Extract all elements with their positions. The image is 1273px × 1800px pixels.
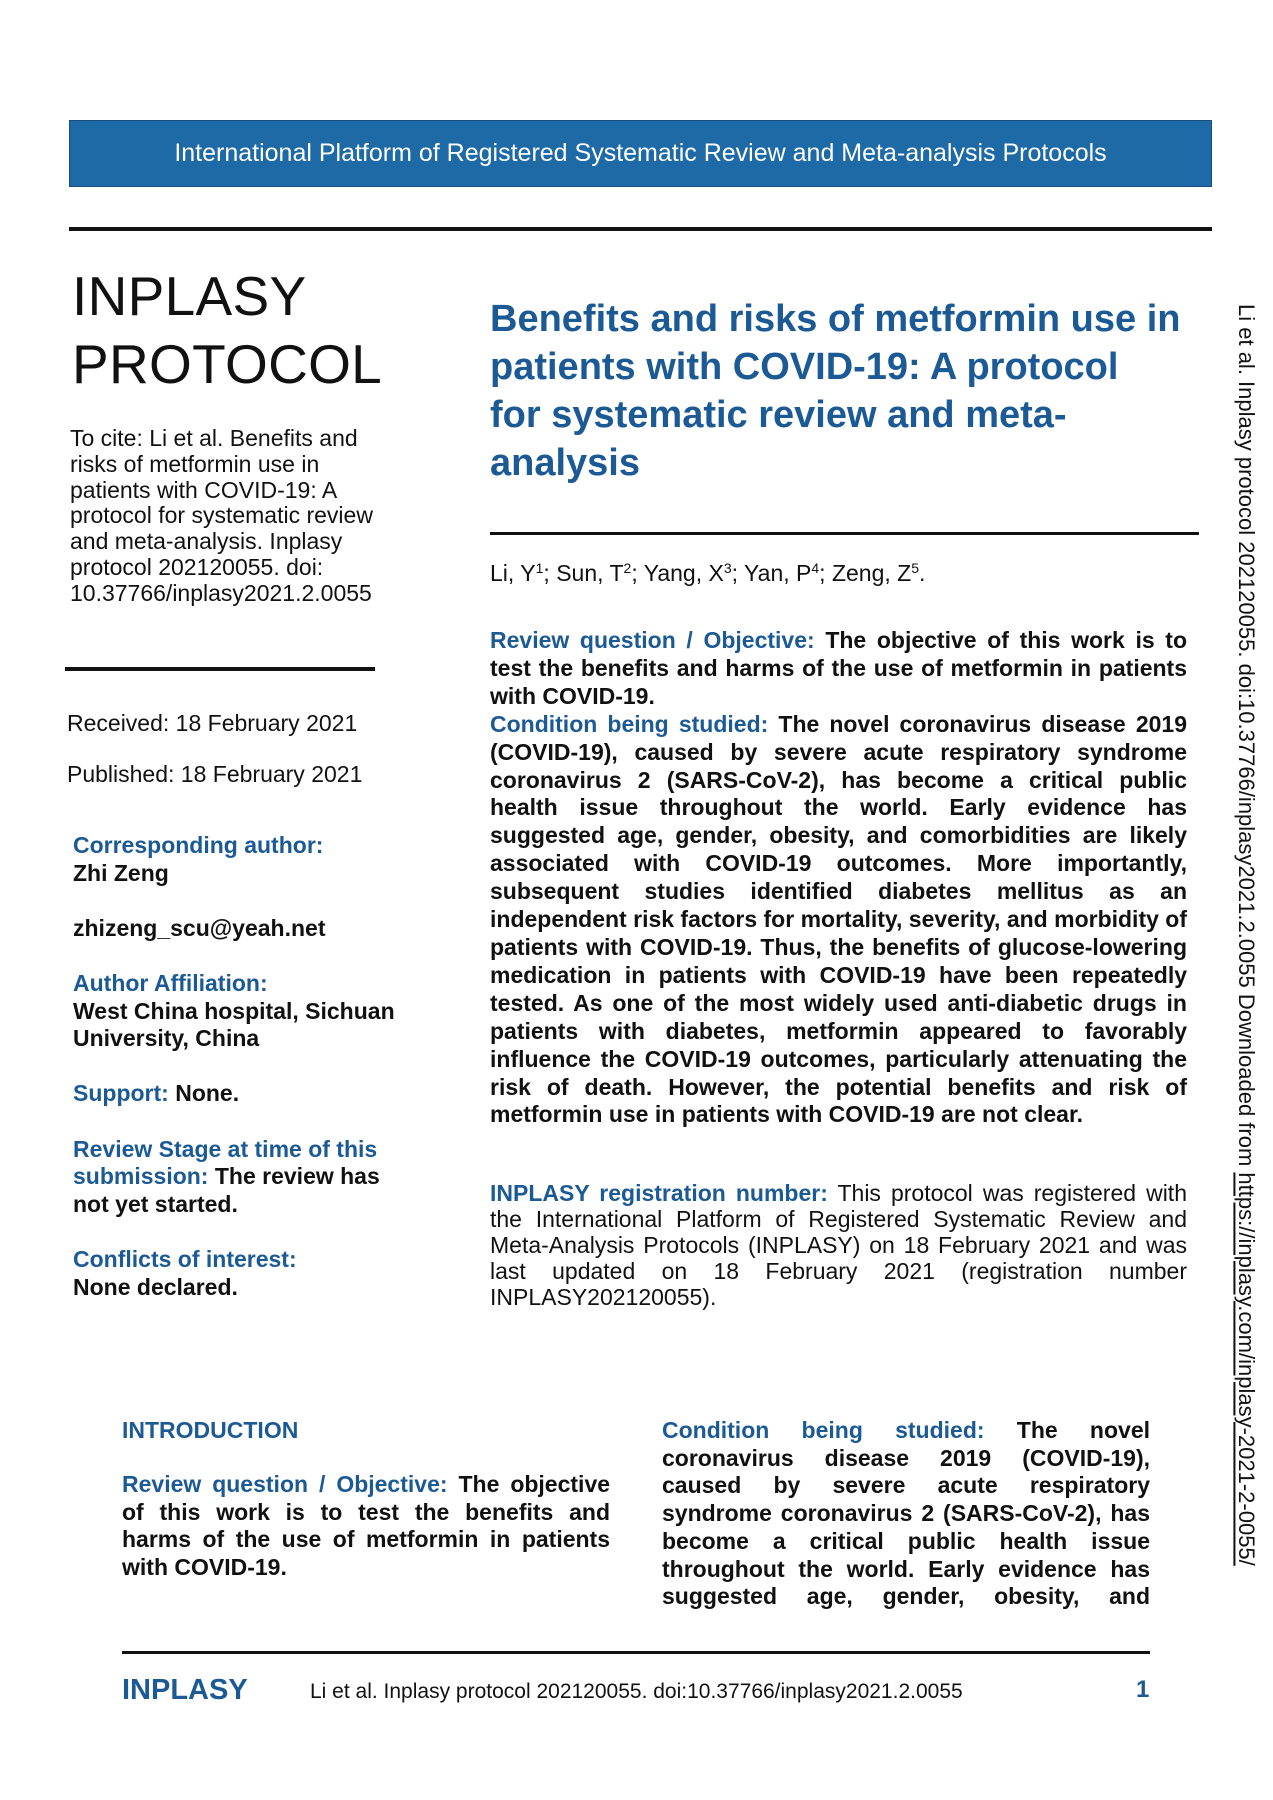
citation-line: and meta-analysis. Inplasy: [70, 528, 343, 555]
author-email: zhizeng_scu@yeah.net: [73, 914, 326, 941]
title-line: Benefits and risks of metformin use in: [490, 298, 1181, 340]
intro-review-question-label: Review question / Objective:: [122, 1471, 448, 1497]
intro-condition-label: Condition being studied:: [662, 1417, 985, 1443]
author-separator: ;: [819, 560, 826, 586]
received-date: Received: 18 February 2021: [67, 710, 358, 736]
registration-text: This protocol was registered with the International Platform of Registered Systematic Review and Meta-Analysis Protocols (INPLASY) on 18 February 2021 and was last updated on 18 February 2021 (registration number INPLASY202120055).: [490, 1180, 1187, 1310]
intro-condition: [662, 1417, 1150, 1611]
review-question-text: The objective of this work is to test the benefits and harms of the use of metformin in patients with COVID-19.: [490, 627, 1188, 709]
download-url-link[interactable]: https://inplasy.com/inplasy-2021-2-0055/: [1234, 1172, 1259, 1566]
author-separator: ;: [543, 560, 550, 586]
intro-review-question-text: The objective of this work is to test the benefits and harms of the use of metformin in patients with COVID-19.: [122, 1471, 611, 1581]
published-date: Published: 18 February 2021: [67, 761, 363, 787]
author-affiliation-label: Author Affiliation:: [73, 969, 268, 996]
intro-condition-text: The novel coronavirus disease 2019 (COVID-19), caused by severe acute respiratory syndrome coronavirus 2 (SARS-CoV-2), has become a critical public health issue throughout the world. Early evidence has suggested age, gender, obesity, and: [662, 1417, 1150, 1610]
author-name: Yang, X: [643, 560, 724, 586]
registration-label: INPLASY registration number:: [490, 1180, 828, 1207]
author-name: Yan, P: [744, 560, 812, 586]
brand-line-inplasy: INPLASY: [72, 265, 307, 327]
corresponding-author-label: Corresponding author:: [73, 832, 324, 858]
abstract-review-question: [490, 627, 1187, 711]
condition-text: The novel coronavirus disease 2019 (COVID-19), caused by severe acute respiratory syndrome coronavirus 2 (SARS-CoV-2), has become a critical public health issue throughout the world. Early evidence has suggested age, gender, obesity, and comorbidities are likely associated with COVID-19 outcomes. More importantly, subsequent studies identified diabetes mellitus as an independent risk factors for mortality, severity, and morbidity of patients with COVID-19. Thus, the benefits of glucose-lowering medication in patients with COVID-19 have been repeatedly tested. As one of the most widely used anti-diabetic drugs in patients with diabetes, metformin appeared to favorably influence the COVID-19 outcomes, particularly attenuating the risk of death. However, the potential benefits and risk of metformin use in patients with COVID-19 are not clear.: [490, 710, 1187, 1128]
platform-header-text: International Platform of Registered Systematic Review and Meta-analysis Protocols: [174, 139, 1107, 167]
title-divider: [490, 532, 1199, 535]
author-separator: ;: [731, 560, 739, 586]
abstract-column: [490, 627, 1187, 1310]
brand-line-protocol: PROTOCOL: [72, 333, 383, 395]
conflicts-of-interest: [73, 1246, 403, 1301]
review-stage-value: The review has not yet started.: [73, 1163, 380, 1217]
title-line: patients with COVID-19: A protocol: [490, 346, 1119, 388]
registration-statement: [490, 1181, 1187, 1310]
support-label: Support:: [73, 1080, 169, 1107]
intro-review-question: [122, 1471, 610, 1582]
corresponding-author: [73, 832, 403, 887]
protocol-title: [490, 295, 1180, 487]
author-separator: .: [919, 560, 926, 586]
citation-line: protocol for systematic review: [70, 502, 373, 529]
side-note-text: Li et al. Inplasy protocol 202120055. doi:10.37766/inplasy2021.2.0055 Downloaded from: [1234, 304, 1259, 1167]
protocol-metadata: [73, 832, 403, 1301]
author-list: [490, 560, 925, 587]
citation-divider: [65, 667, 375, 671]
author-name: Li, Y: [490, 560, 536, 586]
header-divider: [69, 227, 1212, 231]
citation-line: 10.37766/inplasy2021.2.0055: [70, 579, 372, 606]
review-stage: [73, 1136, 403, 1219]
citation-line: To cite: Li et al. Benefits and: [70, 425, 358, 451]
title-line: analysis: [490, 442, 640, 484]
footer-brand: INPLASY: [122, 1674, 248, 1706]
author-affiliation-number: 1: [535, 560, 544, 576]
author-separator: ;: [631, 560, 638, 586]
abstract-condition: [490, 711, 1187, 1130]
author-affiliation-number: 5: [911, 560, 919, 576]
footer-citation: Li et al. Inplasy protocol 202120055. doi:10.37766/inplasy2021.2.0055: [310, 1680, 963, 1703]
author-name: Zeng, Z: [831, 560, 912, 586]
author-affiliation-value: West China hospital, Sichuan University, China: [73, 997, 395, 1052]
citation-line: risks of metformin use in: [70, 450, 320, 477]
author-affiliation-number: 3: [723, 560, 732, 576]
author-affiliation-number: 4: [811, 560, 820, 576]
page-number: 1: [1136, 1676, 1150, 1703]
conflicts-label: Conflicts of interest:: [73, 1245, 297, 1272]
citation-line: protocol 202120055. doi:: [70, 553, 324, 580]
review-stage-label: Review Stage at time of this submission:: [73, 1135, 378, 1190]
review-question-label: Review question / Objective:: [490, 627, 815, 653]
vertical-citation-note: [1233, 304, 1259, 1566]
author-email-group: [73, 915, 403, 943]
inplasy-protocol-brand: [72, 262, 382, 398]
condition-label: Condition being studied:: [490, 710, 769, 737]
corresponding-author-name: Zhi Zeng: [73, 859, 169, 886]
author-affiliation-number: 2: [623, 560, 632, 576]
introduction-heading: INTRODUCTION: [122, 1417, 299, 1443]
citation-line: patients with COVID-19: A: [70, 476, 338, 503]
support: [73, 1080, 403, 1108]
author-affiliation: [73, 970, 403, 1053]
title-line: for systematic review and meta-: [490, 394, 1067, 436]
platform-header-bar: [69, 120, 1212, 187]
citation-block: [70, 426, 373, 607]
author-name: Sun, T: [556, 560, 624, 586]
support-value: None.: [175, 1080, 240, 1107]
footer-divider: [122, 1651, 1150, 1654]
conflicts-value: None declared.: [73, 1273, 238, 1300]
